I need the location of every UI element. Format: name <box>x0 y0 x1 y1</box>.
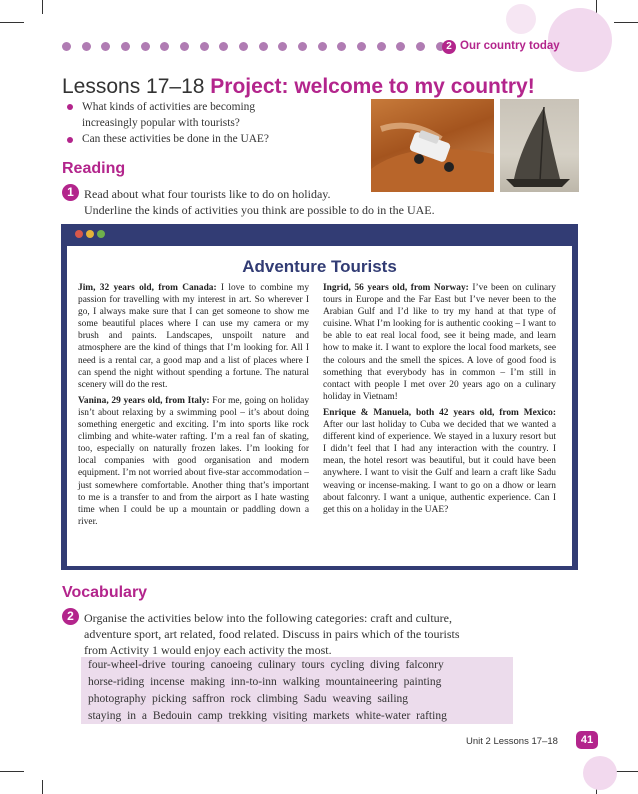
crop-mark <box>42 0 43 14</box>
bullet-icon <box>67 137 73 143</box>
lesson-title <box>62 75 535 99</box>
decorative-circle <box>506 4 536 34</box>
activity-number-badge: 1 <box>62 184 79 201</box>
vocabulary-word-line: four-wheel-drive touring canoeing culinary tours cycling diving falconry <box>88 659 444 671</box>
vocabulary-instruction-line: Organise the activities below into the following categories: craft and culture, <box>84 611 452 625</box>
footer-unit-lessons: Unit 2 Lessons 17–18 <box>466 736 558 747</box>
article-column-right <box>323 282 556 520</box>
tourist-text: I love to combine my passion for travelling with my interest in art. So wherever I go, I always make sure that I can get someone to show me some beautiful places where I can use my camera or my brush and paints. Landscapes, unspoilt nature and atmosphere are the kind of things that I’m looking for. All I need is a rental car, a good map and a list of places where I can spend the night without spending a fortune. The natural scenery will do the rest. <box>78 283 310 390</box>
activity-number-badge: 2 <box>62 608 79 625</box>
window-control-yellow[interactable] <box>86 230 94 238</box>
reading-heading: Reading <box>62 160 126 177</box>
desert-driving-photo <box>371 99 494 192</box>
article-column-left <box>78 282 309 532</box>
unit-number-badge: 2 <box>442 40 456 54</box>
vocabulary-instruction-line: adventure sport, art related, food related. Discuss in pairs which of the tourists <box>84 627 460 641</box>
dhow-sailing-photo <box>500 99 579 192</box>
tourist-name: Jim, 32 years old, from Canada: <box>78 283 217 293</box>
crop-mark <box>0 22 24 23</box>
window-control-green[interactable] <box>97 230 105 238</box>
decorative-circle <box>583 756 617 790</box>
lesson-title-text: Project: welcome to my country! <box>210 75 535 98</box>
vocabulary-word-line: horse-riding incense making inn-to-inn walking mountaineering painting <box>88 676 442 688</box>
vocabulary-word-line: photography picking saffron rock climbing Sadu weaving sailing <box>88 693 409 705</box>
tourist-name: Vanina, 29 years old, from Italy: <box>78 395 210 406</box>
crop-mark <box>0 771 24 772</box>
window-control-red[interactable] <box>75 230 83 238</box>
vocabulary-heading: Vocabulary <box>62 584 148 601</box>
tourist-name: Ingrid, 56 years old, from Norway: <box>323 283 469 293</box>
unit-title: Our country today <box>460 40 560 52</box>
tourist-text: I’ve been on culinary tours in Europe and the Far East but I’ve never been to the Arabian Gulf and I’d like to try my hand at that type of cuisine. What I’m looking for is authentic cooking – I want to be able to eat real local food, see it being made, and learn how to make it. I want to explore the local food markets, see the colours and the smell the spices. A love of good food is something that everybody has in common – I’m still in contact with people I met over 20 years ago on a culinary holiday in Vietnam! <box>323 283 556 402</box>
page-number-badge: 41 <box>576 731 598 749</box>
reading-instruction-line: Underline the kinds of activities you think are possible to do in the UAE. <box>84 203 435 217</box>
crop-mark <box>614 22 638 23</box>
crop-mark <box>614 771 638 772</box>
reading-instruction-line: Read about what four tourists like to do on holiday. <box>84 187 331 201</box>
lesson-question: Can these activities be done in the UAE? <box>82 133 269 145</box>
vocabulary-word-box <box>81 657 513 724</box>
tourist-entry <box>78 395 309 528</box>
bullet-icon <box>67 104 73 110</box>
tourist-entry <box>323 407 556 516</box>
tourist-text: For me, going on holiday isn’t about relaxing by a swimming pool – it’s about doing something energetic and exciting. I’m into sports like rock climbing and white-water rafting. I’m a real fan of skating, too, especially on naturally frozen lakes. I’m looking for local companies with good organisation and modern equipment. I’m not worried about five-star accommodation – just somewhere comfortable. Another thing that’s important to me is a transfer to and from the airport as I hate wasting time when I could be up a mountain or paddling down a river. <box>78 395 310 527</box>
tourist-entry <box>78 282 309 391</box>
header-dot-row <box>62 42 445 54</box>
article-title: Adventure Tourists <box>242 257 397 276</box>
crop-mark <box>42 780 43 794</box>
lesson-question: What kinds of activities are becoming increasingly popular with tourists? <box>82 101 256 129</box>
tourist-entry <box>323 282 556 403</box>
tourist-text: After our last holiday to Cuba we decided that we wanted a different kind of experience. We stayed in a luxury resort but I didn’t feel that I had any interaction with the country. I mean, the hotel resort was beautiful, but it could have been anywhere. I want to visit the Gulf and learn a craft like Sadu weaving or incense-making. I want to go on a dhow or learn about falconry. I want a unique, authentic experience. Can I get this on a holiday in the UAE? <box>323 420 556 515</box>
vocabulary-word-line: staying in a Bedouin camp trekking visiting markets white-water rafting <box>88 710 447 722</box>
vocabulary-instruction-line: from Activity 1 would enjoy each activity the most. <box>84 643 332 657</box>
tourist-name: Enrique & Manuela, both 42 years old, from Mexico: <box>323 407 556 418</box>
lesson-prefix: Lessons 17–18 <box>62 75 205 98</box>
